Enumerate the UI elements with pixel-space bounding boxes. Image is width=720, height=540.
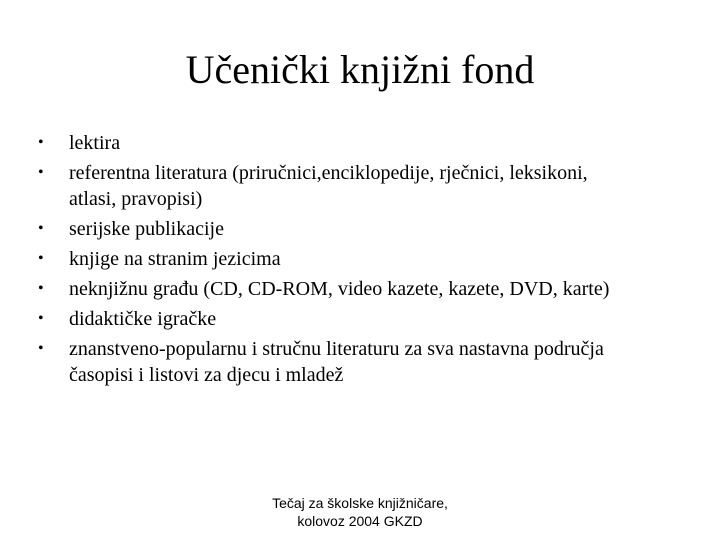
footer-line: Tečaj za školske knjižničare,	[272, 495, 448, 511]
bullet-line: knjige na stranim jezicima	[69, 248, 281, 270]
bullet-list	[38, 130, 688, 392]
bullet-text	[69, 276, 688, 302]
bullet-text	[69, 160, 688, 212]
bullet-icon: •	[38, 340, 44, 357]
bullet-text	[69, 216, 688, 242]
bullet-icon: •	[38, 250, 44, 267]
list-item	[38, 276, 688, 302]
list-item	[38, 246, 688, 272]
bullet-text	[69, 306, 688, 332]
bullet-line: znanstveno-popularnu i stručnu literaturu za sva nastavna područja	[69, 338, 604, 360]
list-item	[38, 306, 688, 332]
bullet-line: atlasi, pravopisi)	[69, 188, 203, 210]
bullet-icon: •	[38, 310, 44, 327]
bullet-icon: •	[38, 164, 44, 181]
list-item	[38, 160, 688, 212]
slide-footer	[200, 494, 520, 530]
bullet-icon: •	[38, 280, 44, 297]
bullet-line: didaktičke igračke	[69, 308, 217, 330]
bullet-text	[69, 336, 688, 388]
list-item	[38, 216, 688, 242]
list-item	[38, 130, 688, 156]
bullet-text	[69, 130, 688, 156]
bullet-icon: •	[38, 220, 44, 237]
bullet-line: časopisi i listovi za djecu i mladež	[69, 364, 344, 386]
bullet-line: lektira	[69, 132, 121, 154]
footer-line: kolovoz 2004 GKZD	[297, 513, 423, 529]
bullet-text	[69, 246, 688, 272]
bullet-line: neknjižnu građu (CD, CD-ROM, video kazete, kazete, DVD, karte)	[69, 278, 610, 300]
bullet-line: referentna literatura (priručnici,enciklopedije, rječnici, leksikoni,	[69, 162, 588, 184]
list-item	[38, 336, 688, 388]
bullet-line: serijske publikacije	[69, 218, 224, 240]
slide-title: Učenički knjižni fond	[185, 47, 535, 92]
bullet-icon: •	[38, 134, 44, 151]
